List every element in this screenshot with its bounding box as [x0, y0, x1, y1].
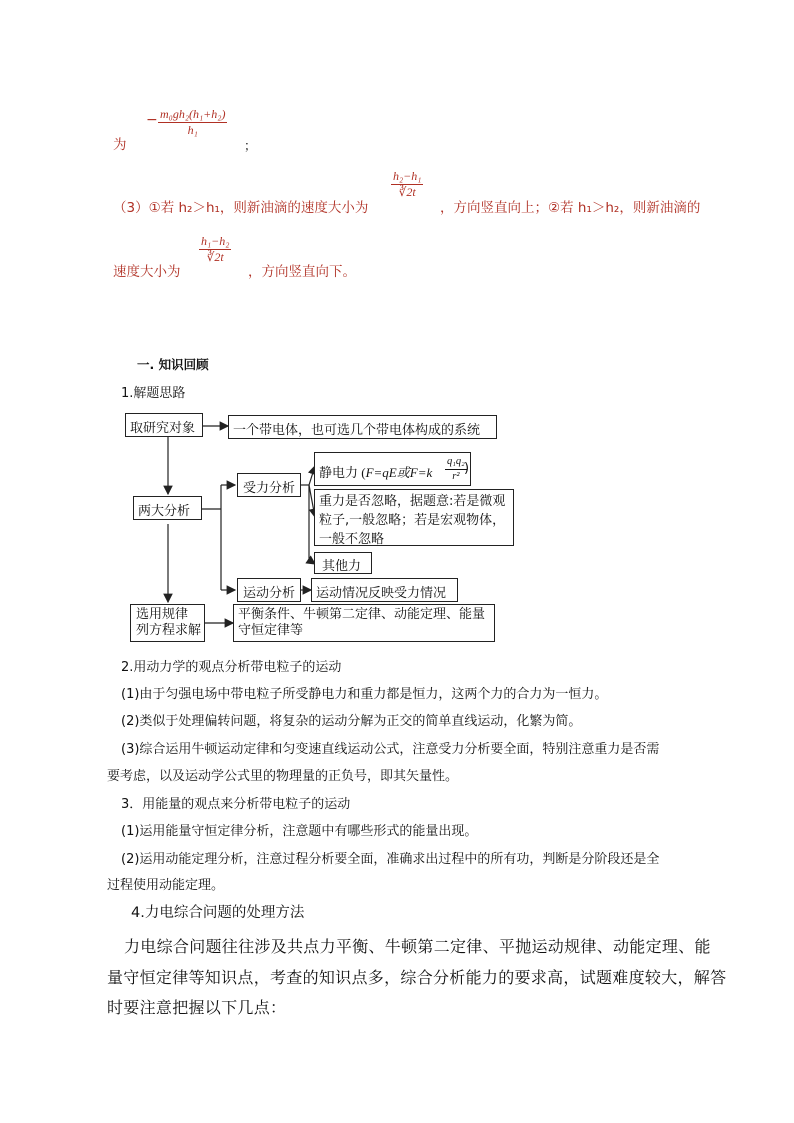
node-static-numerator: q₁q₂ — [445, 456, 467, 470]
node-select-rules-note-label: 平衡条件、牛顿第二定律、动能定理、能量守恒定律等 — [238, 607, 486, 638]
node-force-analysis-label: 受力分析 — [243, 481, 296, 496]
node-other-forces-label: 其他力 — [322, 559, 362, 574]
node-electrostatic-force — [314, 452, 471, 486]
answer-line2-part2: ，方向竖直向上；②若 h₁＞h₂，则新油滴的 — [440, 200, 701, 216]
node-other-forces — [314, 552, 372, 574]
node-motion-analysis-label: 运动分析 — [243, 586, 296, 601]
minus-sign: − — [146, 112, 158, 128]
review-heading: 一. 知识回顾 — [137, 357, 209, 372]
node-select-rules-note — [233, 604, 495, 642]
section4-line3: 时要注意把握以下几点： — [107, 998, 287, 1017]
section2-p2: (2)类似于处理偏转问题，将复杂的运动分解为正交的简单直线运动，化繁为简。 — [121, 714, 582, 729]
node-research-object-note — [228, 415, 497, 439]
node-gravity-note-label: 重力是否忽略，据题意:若是微观粒子,一般忽略；若是宏观物体，一般不忽略 — [319, 494, 506, 547]
node-static-prefix: 静电力 ( — [319, 465, 366, 480]
fraction-2-denominator: ∛2t — [398, 185, 416, 200]
fraction-3-numerator: h₁−h₂ — [199, 235, 231, 250]
node-motion-note-label: 运动情况反映受力情况 — [316, 586, 447, 601]
section2-title: 2.用动力学的观点分析带电粒子的运动 — [121, 660, 342, 675]
section4-line2: 量守恒定律等知识点，考查的知识点多，综合分析能力的要求高，试题难度较大，解答 — [107, 968, 727, 987]
answer-line3-part1: 速度大小为 — [113, 264, 181, 280]
answer-line2-part1: （3）①若 h₂＞h₁，则新油滴的速度大小为 — [113, 200, 369, 216]
answer-line3-part2: ，方向竖直向下。 — [248, 264, 356, 280]
fraction-1-numerator: m₀gh₂(h₁+h₂) — [158, 108, 227, 123]
fraction-1-denominator: h₁ — [187, 123, 198, 138]
section3-title: 3．用能量的观点来分析带电粒子的运动 — [121, 797, 351, 812]
section2-p3b: 要考虑，以及运动学公式里的物理量的正负号，即其矢量性。 — [107, 769, 459, 784]
fraction-2-numerator: h₂−h₁ — [391, 170, 423, 185]
review-sub1: 1.解题思路 — [121, 386, 186, 401]
section2-p1: (1)由于匀强电场中带电粒子所受静电力和重力都是恒力，这两个力的合力为一恒力。 — [121, 687, 608, 702]
section3-p1: (1)运用能量守恒定律分析，注意题中有哪些形式的能量出现。 — [121, 824, 478, 839]
node-gravity-note — [314, 489, 514, 546]
node-force-analysis — [237, 473, 301, 497]
node-two-analyses — [133, 496, 202, 520]
node-research-object-label: 取研究对象 — [130, 421, 196, 436]
node-motion-note — [311, 578, 458, 602]
node-select-rules-line2: 列方程求解 — [136, 623, 202, 638]
node-motion-analysis — [237, 578, 301, 602]
node-two-analyses-label: 两大分析 — [138, 504, 191, 519]
section2-p3a: (3)综合运用牛顿运动定律和匀变速直线运动公式，注意受力分析要全面，特别注意重力是否需 — [121, 742, 660, 757]
node-select-rules-line1: 选用规律 — [136, 607, 189, 622]
section3-p2a: (2)运用动能定理分析，注意过程分析要全面，准确求出过程中的所有功，判断是分阶段还是全 — [121, 852, 660, 867]
node-static-formula: F=qE或F=k — [365, 465, 433, 480]
fraction-3-denominator: ∛2t — [206, 250, 224, 265]
node-select-rules — [130, 604, 205, 642]
section4-title: 4.力电综合问题的处理方法 — [131, 905, 305, 921]
answer-line1-suffix: ； — [244, 138, 257, 153]
node-static-suffix: ) — [464, 461, 470, 476]
node-research-object — [125, 413, 203, 437]
section4-line1: 力电综合问题往往涉及共点力平衡、牛顿第二定律、平抛运动规律、动能定理、能 — [124, 937, 711, 956]
node-research-object-note-label: 一个带电体，也可选几个带电体构成的系统 — [233, 423, 481, 438]
section3-p2b: 过程使用动能定理。 — [107, 878, 225, 893]
answer-line1-prefix: 为 — [113, 137, 127, 153]
node-static-denominator: r² — [452, 470, 460, 482]
